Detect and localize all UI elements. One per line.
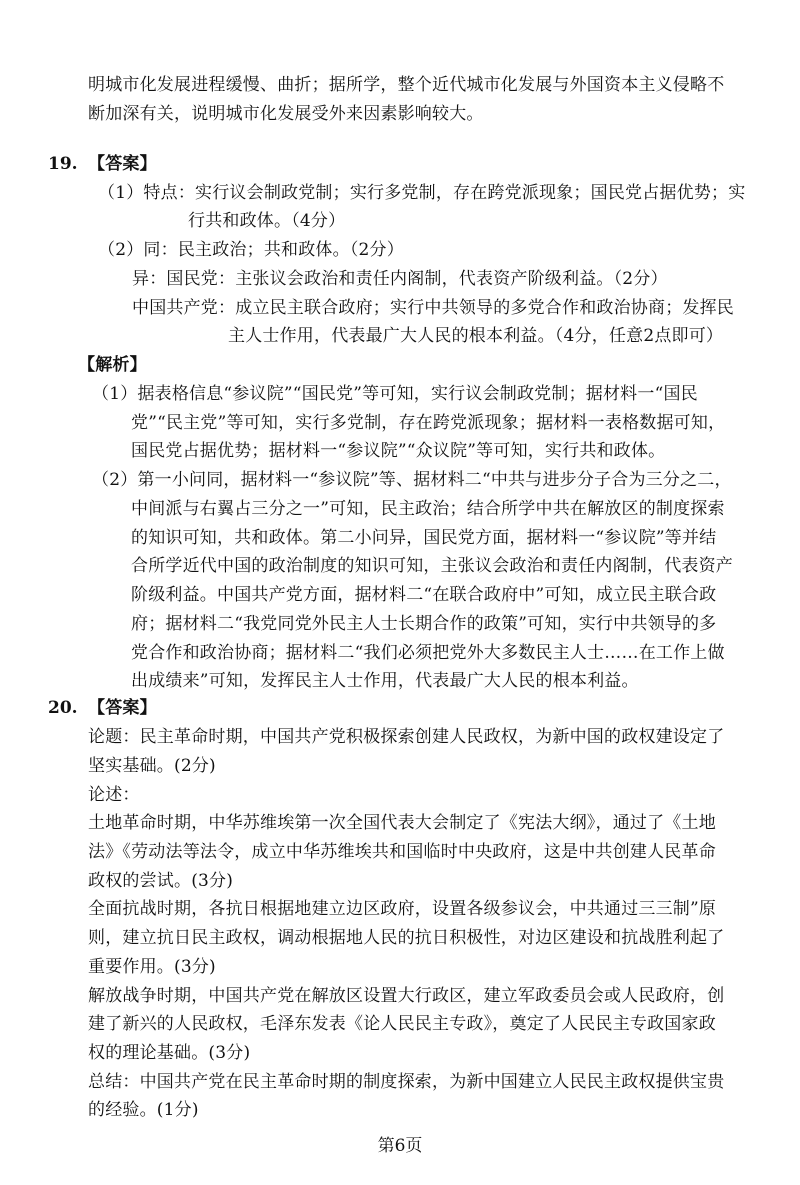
answer-line: 全面抗战时期，各抗日根据地建立边区政府，设置各级参议会，中共通过三三制”原 — [88, 899, 717, 919]
analysis-line: （2）第一小问同，据材料一“参议院”等、据材料二“中共与进步分子合为三分之二， — [92, 470, 732, 490]
analysis-line: 党合作和政治协商；据材料二“我们必须把党外大多数民主人士……在工作上做 — [131, 643, 725, 663]
answer-line: （1）特点：实行议会制政党制；实行多党制，存在跨党派现象；国民党占据优势；实 — [98, 183, 746, 203]
analysis-line: 的知识可知，共和政体。第二小问异，国民党方面，据材料一“参议院”等并结 — [131, 528, 717, 548]
question-number: 20. — [48, 698, 78, 718]
question-number: 19. — [48, 154, 78, 174]
text-line: 断加深有关，说明城市化发展受外来因素影响较大。 — [88, 104, 484, 124]
analysis-line: 阶级利益。中国共产党方面，据材料二“在联合政府中”可知，成立民主联合政 — [131, 585, 717, 605]
analysis-line: 府；据材料二“我党同党外民主人士长期合作的政策”可知，实行中共领导的多 — [131, 614, 717, 634]
answer-line: 异：国民党：主张议会政治和责任内阁制，代表资产阶级利益。（2分） — [132, 269, 668, 289]
answer-line: 权的理论基础。(3分) — [88, 1043, 251, 1063]
answer-line: （2）同：民主政治；共和政体。（2分） — [98, 240, 404, 260]
answer-line: 建了新兴的人民政权，毛泽东发表《论人民民主专政》，奠定了人民民主专政国家政 — [88, 1014, 716, 1034]
answer-line: 论题：民主革命时期，中国共产党积极探索创建人民政权，为新中国的政权建设定了 — [88, 727, 725, 747]
answer-line: 政权的尝试。(3分) — [88, 871, 234, 891]
page-number: 第6页 — [377, 1136, 423, 1156]
answer-line: 中国共产党：成立民主联合政府；实行中共领导的多党合作和政治协商；发挥民 — [132, 298, 734, 318]
analysis-line: 中间派与右翼占三分之一”可知，民主政治；结合所学中共在解放区的制度探索 — [131, 499, 725, 519]
analysis-line: （1）据表格信息“参议院”“国民党”等可知，实行议会制政党制；据材料一“国民 — [92, 384, 698, 404]
analysis-line: 国民党占据优势；据材料一“参议院”“众议院”等可知，实行共和政体。 — [131, 441, 666, 461]
analysis-line: 党”“民主党”等可知，实行多党制，存在跨党派现象；据材料一表格数据可知， — [131, 413, 726, 433]
answer-label: 【答案】 — [88, 154, 157, 174]
answer-line: 主人士作用，代表最广大人民的根本利益。（4分，任意2点即可） — [228, 326, 724, 346]
answer-line: 土地革命时期，中华苏维埃第一次全国代表大会制定了《宪法大纲》，通过了《土地 — [88, 813, 716, 833]
answer-line: 坚实基础。(2分) — [88, 756, 216, 776]
text-line: 明城市化发展进程缓慢、曲折；据所学，整个近代城市化发展与外国资本主义侵略不 — [88, 75, 725, 95]
analysis-line: 合所学近代中国的政治制度的知识可知，主张议会政治和责任内阁制，代表资产 — [131, 556, 733, 576]
answer-line: 则，建立抗日民主政权，调动根据地人民的抗日积极性，对边区建设和抗战胜利起了 — [88, 928, 725, 948]
answer-line: 重要作用。(3分) — [88, 957, 216, 977]
answer-label: 【答案】 — [88, 698, 157, 718]
answer-line: 论述： — [88, 785, 140, 805]
analysis-label: 【解析】 — [78, 355, 147, 375]
answer-line: 的经验。(1分) — [88, 1100, 199, 1120]
analysis-line: 出成绩来”可知，发挥民主人士作用，代表最广大人民的根本利益。 — [131, 671, 639, 691]
answer-line: 总结：中国共产党在民主革命时期的制度探索，为新中国建立人民民主政权提供宝贵 — [88, 1072, 725, 1092]
answer-line: 解放战争时期，中国共产党在解放区设置大行政区，建立军政委员会或人民政府，创 — [88, 986, 725, 1006]
answer-line: 法》《劳动法等法令，成立中华苏维埃共和国临时中央政府，这是中共创建人民革命 — [88, 842, 716, 862]
answer-line: 行共和政体。（4分） — [188, 211, 346, 231]
